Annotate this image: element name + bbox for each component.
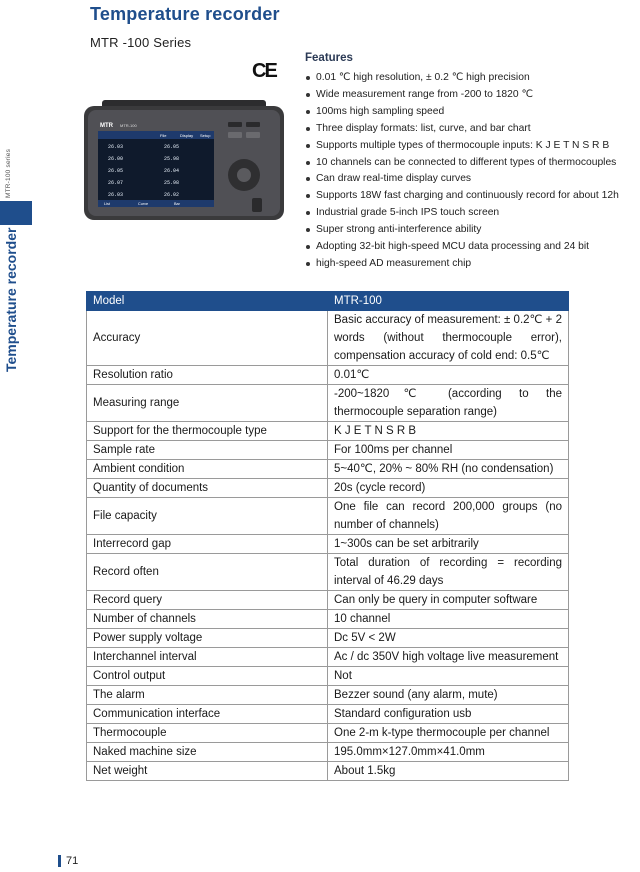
spec-label: Support for the thermocouple type [87,422,328,441]
feature-item: Supports multiple types of thermocouple inputs: K J E T N S R B [305,138,640,155]
table-row [87,610,569,629]
reading-ch7: 26.07 [108,180,124,186]
spec-table-header [87,292,569,311]
spec-value: Dc 5V < 2W [328,629,569,648]
table-row [87,762,569,781]
table-row [87,479,569,498]
sidebar-accent-bar [0,201,32,225]
screen-tab-file: File [160,133,167,138]
spec-label: Number of channels [87,610,328,629]
table-row [87,705,569,724]
spec-label: Ambient condition [87,460,328,479]
spec-value: 20s (cycle record) [328,479,569,498]
table-row [87,629,569,648]
table-row [87,422,569,441]
reading-ch2: 26.05 [164,144,180,150]
spec-label: Resolution ratio [87,366,328,385]
spec-label: Interrecord gap [87,535,328,554]
spec-label: Control output [87,667,328,686]
table-row [87,743,569,762]
feature-item: 0.01 ℃ high resolution, ± 0.2 ℃ high precision [305,70,640,87]
screen-bottom-tab-list: List [104,202,110,206]
table-row [87,686,569,705]
device-model-label: MTR-100 [120,123,137,128]
spec-label: File capacity [87,498,328,535]
spec-value: Basic accuracy of measurement: ± 0.2℃ + 2 words (without thermocouple error), compensation accuracy of cold end: 0.5℃ [328,311,569,366]
spec-label: Record often [87,554,328,591]
spec-label: Sample rate [87,441,328,460]
spec-value: Ac / dc 350V high voltage live measurement [328,648,569,667]
spec-label: Communication interface [87,705,328,724]
spec-label: Record query [87,591,328,610]
table-row [87,591,569,610]
spec-value: 10 channel [328,610,569,629]
table-row [87,648,569,667]
table-row [87,554,569,591]
feature-item: Supports 18W fast charging and continuously record for about 12h [305,188,640,205]
spec-label: Measuring range [87,385,328,422]
feature-item: 100ms high sampling speed [305,104,640,121]
feature-item: 10 channels can be connected to different types of thermocouples [305,155,640,172]
spec-value: 1~300s can be set arbitrarily [328,535,569,554]
screen-bottom-tab-curve: Curve [138,202,149,206]
spec-label: Quantity of documents [87,479,328,498]
ce-mark: CE [252,60,276,82]
page-subtitle: MTR -100 Series [90,35,192,50]
spec-label: Accuracy [87,311,328,366]
feature-item: high-speed AD measurement chip [305,256,640,273]
table-row [87,441,569,460]
spec-value: Standard configuration usb [328,705,569,724]
feature-item: Super strong anti-interference ability [305,222,640,239]
spec-label: Power supply voltage [87,629,328,648]
sidebar-series-label: MTR-100 series [5,148,12,198]
reading-ch8: 25.98 [164,180,180,186]
reading-ch3: 26.00 [108,156,124,162]
screen-tab-display: Display [180,133,194,138]
feature-item: Adopting 32-bit high-speed MCU data processing and 24 bit [305,239,640,256]
table-row [87,366,569,385]
spec-value: 195.0mm×127.0mm×41.0mm [328,743,569,762]
spec-value: One file can record 200,000 groups (no number of channels) [328,498,569,535]
screen-tab-setup: Setup [200,133,211,138]
features-list [305,70,640,273]
spec-value: Not [328,667,569,686]
reading-ch9: 26.03 [108,192,124,198]
table-row [87,498,569,535]
table-row [87,667,569,686]
reading-ch5: 26.05 [108,168,124,174]
spec-label: The alarm [87,686,328,705]
device-image [84,100,284,220]
spec-value: 0.01℃ [328,366,569,385]
table-row [87,535,569,554]
table-row [87,311,569,366]
spec-value: -200~1820℃ (according to the thermocouple separation range) [328,385,569,422]
spec-label: Thermocouple [87,724,328,743]
spec-value: Bezzer sound (any alarm, mute) [328,686,569,705]
sidebar-section-label: Temperature recorder [3,227,19,372]
reading-ch10: 26.02 [164,192,180,198]
table-row [87,385,569,422]
spec-value: Can only be query in computer software [328,591,569,610]
spec-value: For 100ms per channel [328,441,569,460]
feature-item: Three display formats: list, curve, and bar chart [305,121,640,138]
page-number: 71 [58,855,78,867]
spec-label: Naked machine size [87,743,328,762]
reading-ch1: 26.03 [108,144,124,150]
device-brand: MTR [100,123,113,129]
reading-ch4: 25.98 [164,156,180,162]
page-title: Temperature recorder [90,4,280,24]
spec-header-value: MTR-100 [328,292,569,311]
spec-label: Net weight [87,762,328,781]
spec-value: About 1.5kg [328,762,569,781]
table-row [87,460,569,479]
feature-item: Can draw real-time display curves [305,171,640,188]
spec-value: Total duration of recording = recording interval of 46.29 days [328,554,569,591]
spec-table [86,291,569,781]
spec-label: Interchannel interval [87,648,328,667]
spec-value: 5~40℃, 20% ~ 80% RH (no condensation) [328,460,569,479]
screen-bottom-tab-bar: Bar [174,202,180,206]
features-title: Features [305,52,353,64]
feature-item: Industrial grade 5-inch IPS touch screen [305,205,640,222]
reading-ch6: 26.04 [164,168,180,174]
feature-item: Wide measurement range from -200 to 1820 ℃ [305,87,640,104]
spec-value: K J E T N S R B [328,422,569,441]
table-row [87,724,569,743]
spec-header-label: Model [87,292,328,311]
spec-value: One 2-m k-type thermocouple per channel [328,724,569,743]
